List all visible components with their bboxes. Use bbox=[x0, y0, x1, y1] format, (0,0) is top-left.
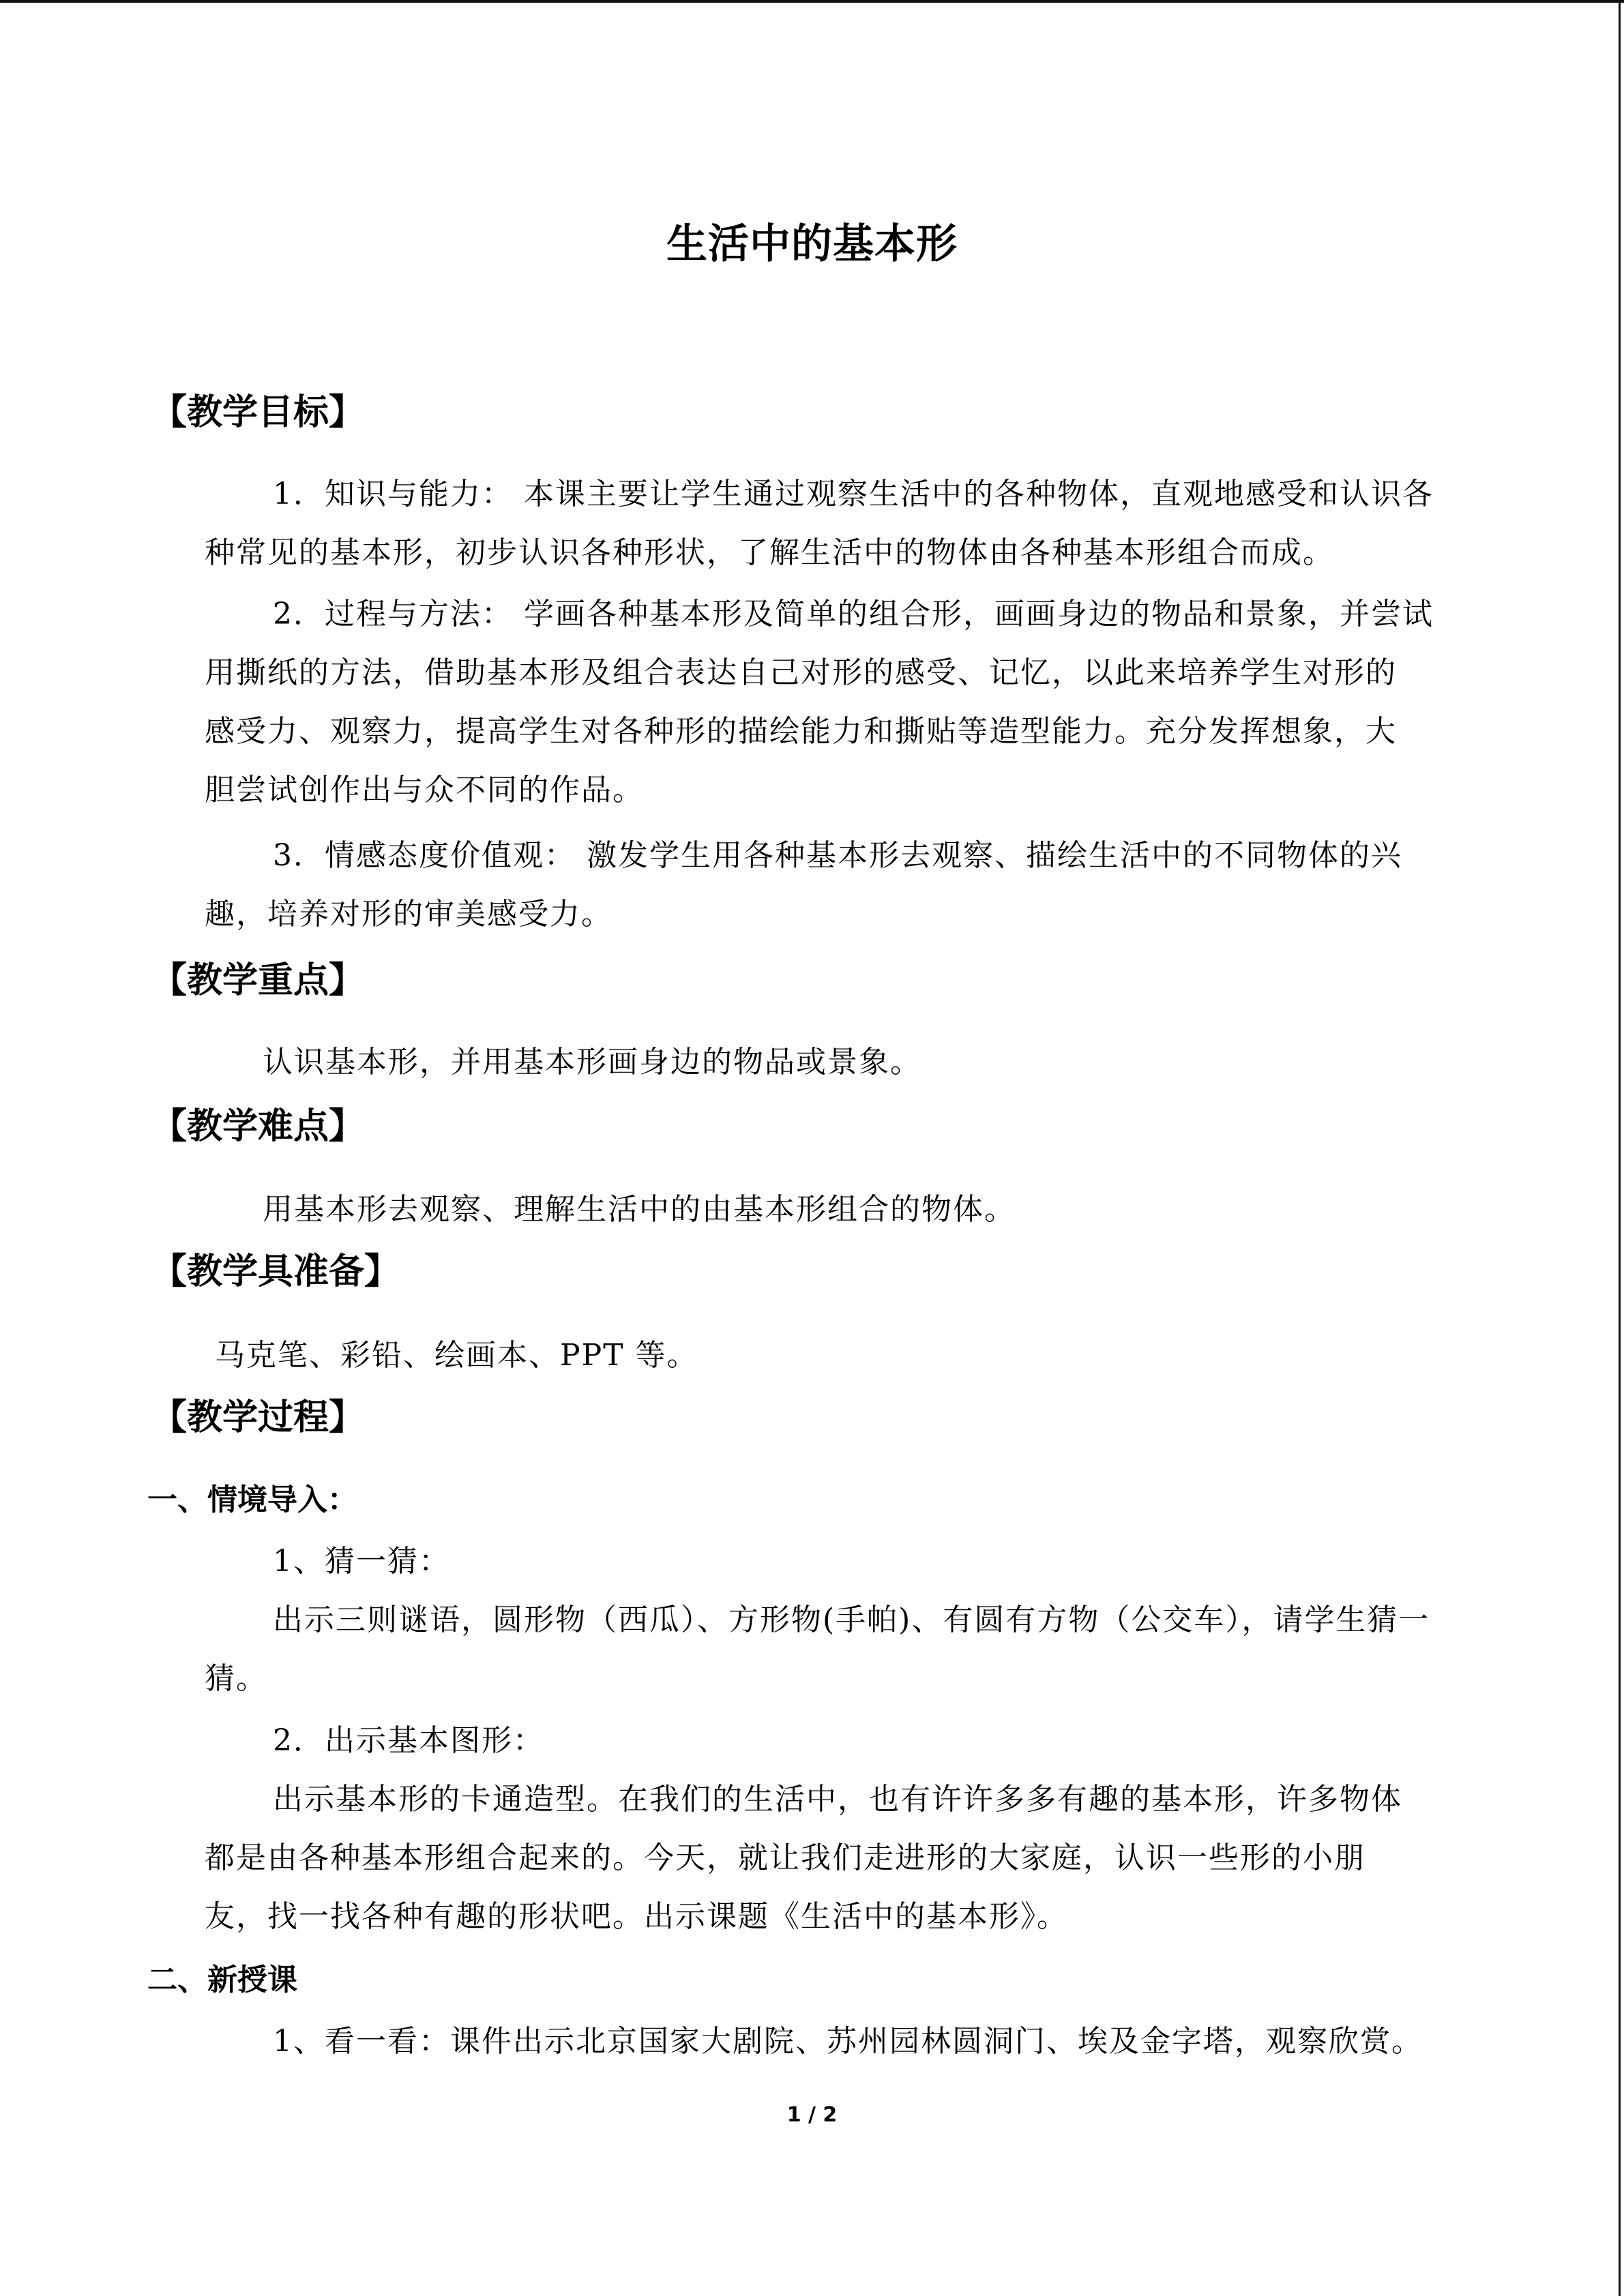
process-step-2-title: 2．出示基本图形： bbox=[273, 1723, 544, 1758]
process-step-1-body bbox=[205, 1591, 1480, 1708]
objective-item-1 bbox=[205, 465, 1480, 582]
step-1-body-line-1: 出示三则谜语，圆形物（西瓜）、方形物(手帕)、有圆有方物（公交车），请学生猜一 bbox=[273, 1602, 1430, 1637]
objective-item-2 bbox=[205, 585, 1480, 820]
page-number: 1 / 2 bbox=[786, 2103, 838, 2127]
step-2-body-line-3: 友，找一找各种有趣的形状吧。出示课题《生活中的基本形》。 bbox=[205, 1899, 1068, 1934]
process-step-1-title: 1、猜一猜： bbox=[273, 1544, 450, 1579]
objective-1-line-2: 种常见的基本形，初步认识各种形状，了解生活中的物体由各种基本形组合而成。 bbox=[205, 535, 1334, 570]
key-points-text: 认识基本形，并用基本形画身边的物品或景象。 bbox=[263, 1045, 921, 1079]
objective-item-3 bbox=[205, 826, 1480, 944]
heading-process: 【教学过程】 bbox=[151, 1397, 365, 1438]
objective-1-line-1: 1．知识与能力： 本课主要让学生通过观察生活中的各种物体，直观地感受和认识各 bbox=[273, 477, 1434, 511]
materials-text: 马克笔、彩铅、绘画本、PPT 等。 bbox=[215, 1338, 698, 1373]
heading-key-points: 【教学重点】 bbox=[151, 959, 365, 1001]
heading-objectives: 【教学目标】 bbox=[151, 391, 365, 433]
objective-3-line-1: 3．情感态度价值观： 激发学生用各种基本形去观察、描绘生活中的不同物体的兴 bbox=[273, 838, 1402, 873]
document-title: 生活中的基本形 bbox=[666, 220, 958, 268]
process-part-2-heading: 二、新授课 bbox=[147, 1963, 297, 1997]
objective-2-line-2: 用撕纸的方法，借助基本形及组合表达自己对形的感受、记忆，以此来培养学生对形的 bbox=[205, 655, 1397, 690]
process-step-2-body bbox=[205, 1770, 1480, 1946]
objective-2-line-1: 2．过程与方法： 学画各种基本形及简单的组合形，画画身边的物品和景象，并尝试 bbox=[273, 597, 1434, 631]
process-part-2-step-1: 1、看一看：课件出示北京国家大剧院、苏州园林圆洞门、埃及金字塔，观察欣赏。 bbox=[273, 2024, 1423, 2059]
heading-materials: 【教学具准备】 bbox=[151, 1251, 400, 1292]
difficulties-text: 用基本形去观察、理解生活中的由基本形组合的物体。 bbox=[263, 1192, 1016, 1227]
step-2-body-line-1: 出示基本形的卡通造型。在我们的生活中，也有许许多多有趣的基本形，许多物体 bbox=[273, 1782, 1402, 1817]
process-part-1-heading: 一、情境导入： bbox=[147, 1482, 357, 1517]
objective-2-line-4: 胆尝试创作出与众不同的作品。 bbox=[205, 773, 644, 807]
step-1-body-line-2: 猜。 bbox=[205, 1661, 267, 1696]
step-2-body-line-2: 都是由各种基本形组合起来的。今天，就让我们走进形的大家庭，认识一些形的小朋 bbox=[205, 1840, 1365, 1875]
objective-2-line-3: 感受力、观察力，提高学生对各种形的描绘能力和撕贴等造型能力。充分发挥想象，大 bbox=[205, 714, 1397, 749]
objective-3-line-2: 趣，培养对形的审美感受力。 bbox=[205, 897, 612, 931]
heading-difficulties: 【教学难点】 bbox=[151, 1105, 365, 1147]
